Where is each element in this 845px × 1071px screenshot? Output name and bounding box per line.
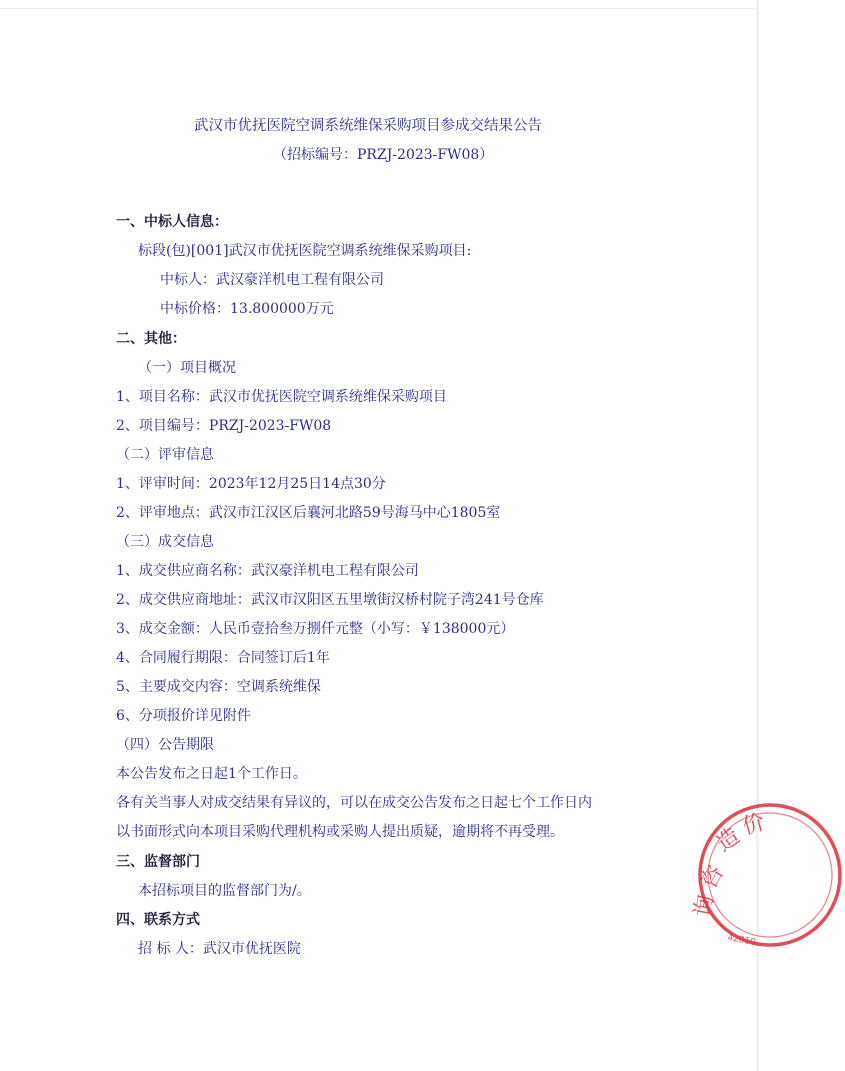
notice-period-line: 本公告发布之日起1个工作日。 xyxy=(116,766,307,782)
project-name-line: 1、项目名称：武汉市优抚医院空调系统维保采购项目 xyxy=(116,389,447,405)
section-heading-winner: 一、中标人信息： xyxy=(116,214,228,230)
document-subtitle: （招标编号：PRZJ-2023-FW08） xyxy=(273,147,494,163)
document-title: 武汉市优抚医院空调系统维保采购项目参成交结果公告 xyxy=(194,118,542,134)
section-heading-supervision: 三、监督部门 xyxy=(116,854,200,870)
svg-text:42010: 42010 xyxy=(726,933,757,948)
review-time-line: 1、评审时间：2023年12月25日14点30分 xyxy=(116,476,386,492)
company-seal-stamp xyxy=(690,800,845,950)
svg-text:造: 造 xyxy=(712,823,745,857)
supervision-line: 本招标项目的监督部门为/。 xyxy=(138,883,311,899)
deal-content-line: 5、主要成交内容：空调系统维保 xyxy=(116,679,321,695)
project-number-line: 2、项目编号：PRZJ-2023-FW08 xyxy=(116,418,332,434)
winning-price-line: 中标价格：13.800000万元 xyxy=(160,301,334,317)
section-heading-other: 二、其他： xyxy=(116,331,186,347)
tenderer-line: 招 标 人：武汉市优抚医院 xyxy=(138,941,301,957)
review-location-line: 2、评审地点：武汉市江汉区后襄河北路59号海马中心1805室 xyxy=(116,505,501,521)
subheading-review: （二）评审信息 xyxy=(116,447,214,463)
contract-period-line: 4、合同履行期限：合同签订后1年 xyxy=(116,650,330,666)
subheading-notice-period: （四）公告期限 xyxy=(116,737,214,753)
section-heading-contact: 四、联系方式 xyxy=(116,912,200,928)
subheading-overview: （一）项目概况 xyxy=(138,360,236,376)
svg-text:咨: 咨 xyxy=(696,861,730,893)
winner-line: 中标人：武汉豪洋机电工程有限公司 xyxy=(160,272,384,288)
subheading-deal: （三）成交信息 xyxy=(116,534,214,550)
itemized-quote-line: 6、分项报价详见附件 xyxy=(116,708,251,724)
objection-line-2: 以书面形式向本项目采购代理机构或采购人提出质疑，逾期将不再受理。 xyxy=(116,824,564,840)
supplier-name-line: 1、成交供应商名称：武汉豪洋机电工程有限公司 xyxy=(116,563,419,579)
lot-line: 标段(包)[001]武汉市优抚医院空调系统维保采购项目: xyxy=(138,243,472,259)
deal-amount-line: 3、成交金额：人民币壹拾叁万捌仟元整（小写：￥138000元） xyxy=(116,621,515,637)
svg-text:价: 价 xyxy=(740,809,768,840)
svg-text:询: 询 xyxy=(690,893,719,920)
supplier-address-line: 2、成交供应商地址：武汉市汉阳区五里墩街汉桥村院子湾241号仓库 xyxy=(116,592,544,608)
objection-line-1: 各有关当事人对成交结果有异议的，可以在成交公告发布之日起七个工作日内 xyxy=(116,795,592,811)
